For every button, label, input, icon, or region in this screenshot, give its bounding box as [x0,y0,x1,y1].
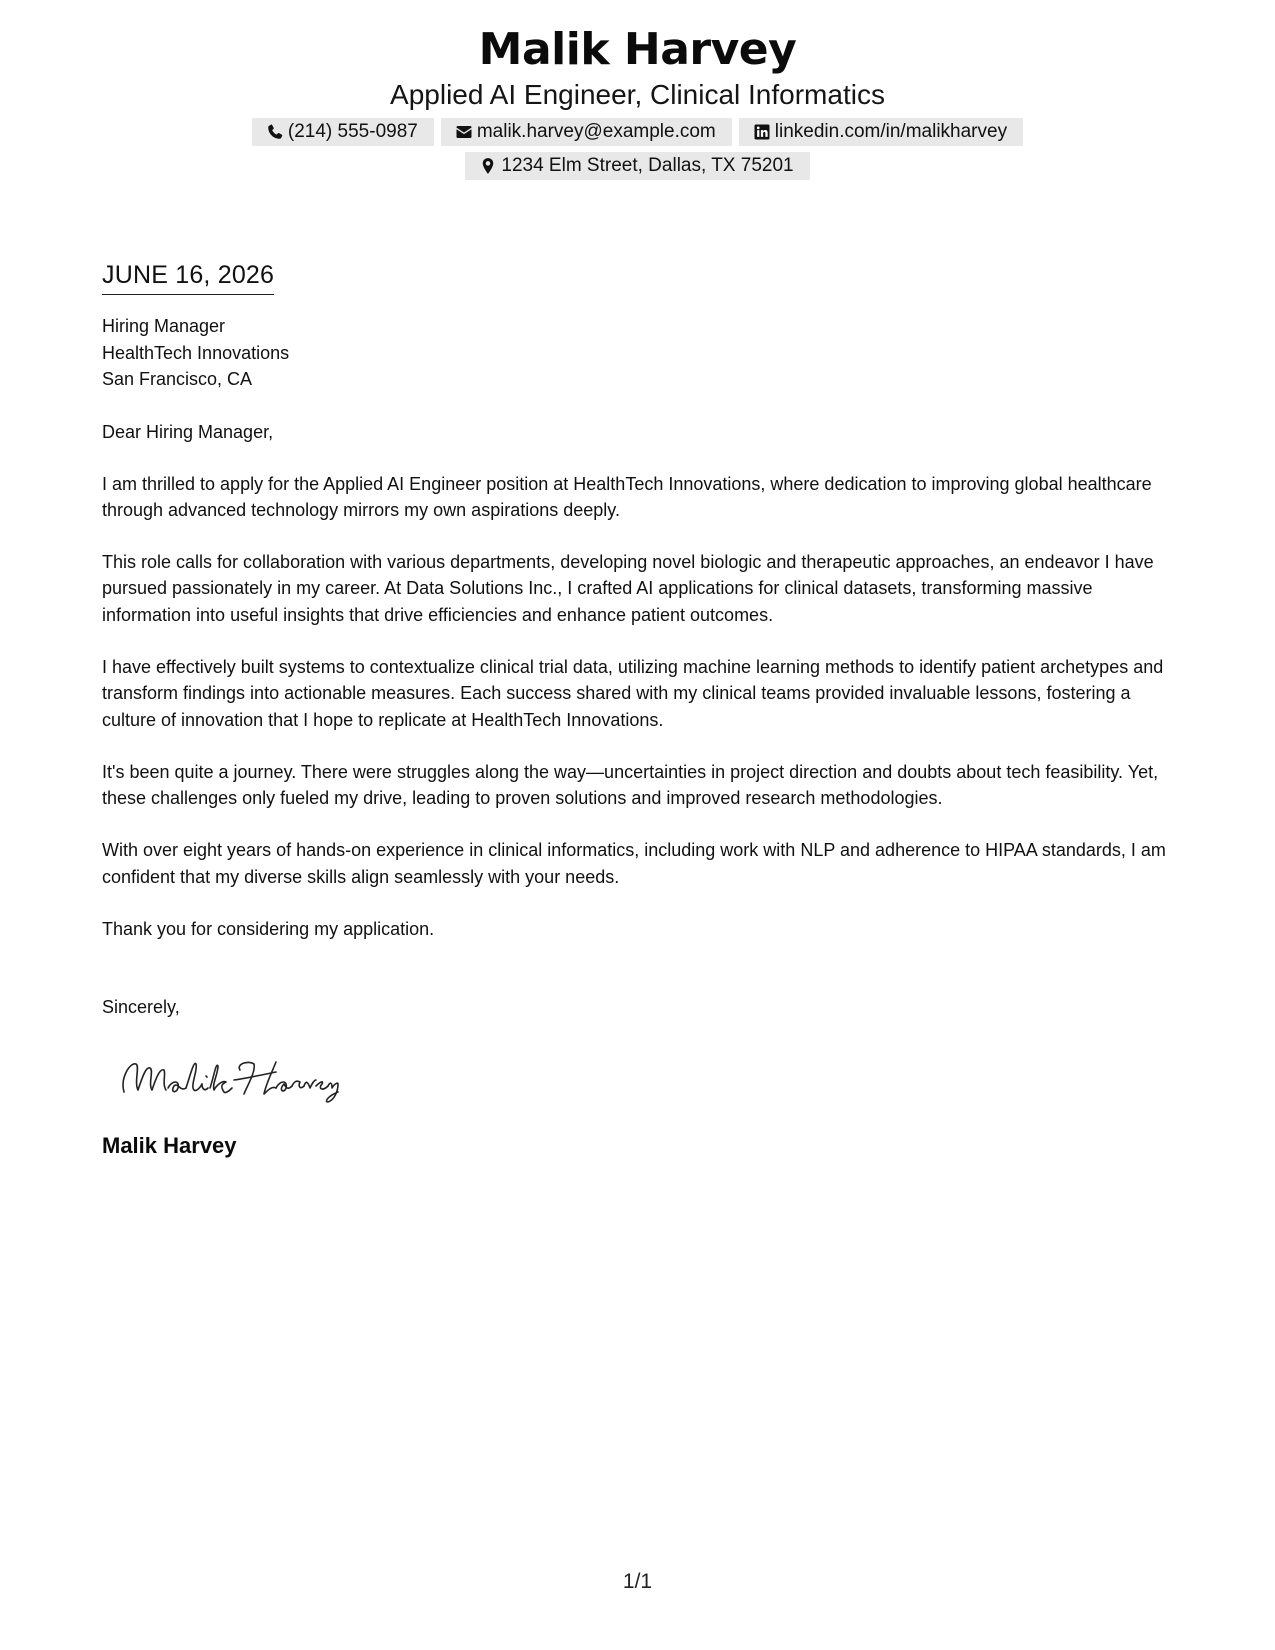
letter-date: JUNE 16, 2026 [102,258,274,295]
phone-icon [266,123,284,141]
contact-linkedin [739,118,1023,146]
contact-email [441,118,732,146]
letter-header [0,22,1275,180]
recipient-company: HealthTech Innovations [102,342,290,363]
paragraph-1: I am thrilled to apply for the Applied AI Engineer position at HealthTech Innovations, where dedication to improving global healthcare through advanced technology mirrors my own aspirations deeply. [102,473,1152,520]
page-number: 1/1 [622,1570,653,1593]
contact-address [465,152,809,180]
linkedin-icon [753,123,771,141]
paragraph-2: This role calls for collaboration with various departments, developing novel biologic and therapeutic approaches, an endeavor I have pursued passionately in my career. At Data Solutions Inc., I crafted AI applications for clinical datasets, transforming massive information into useful insights that drive efficiencies and enhance patient outcomes. [102,552,1154,625]
paragraph-4: It's been quite a journey. There were struggles along the way—uncertainties in project direction and doubts about tech feasibility. Yet, these challenges only fueled my drive, leading to proven solutions and improved research methodologies. [102,761,1159,809]
paragraph-5: With over eight years of hands-on experience in clinical informatics, including work with NLP and adherence to HIPAA standards, I am confident that my diverse skills align seamlessly with your needs. [102,840,1166,887]
handwritten-signature [116,1048,356,1108]
recipient-title: Hiring Manager [102,316,226,336]
closing: Sincerely, [102,997,180,1018]
recipient-location: San Francisco, CA [102,369,253,389]
applicant-name: Malik Harvey [478,24,797,75]
contact-list [248,118,1028,180]
email-text: malik.harvey@example.com [476,121,716,142]
applicant-role: Applied AI Engineer, Clinical Informatics [390,79,885,110]
paragraph-3: I have effectively built systems to contextualize clinical trial data, utilizing machine learning methods to identify patient archetypes and transform findings into actionable measures. Each success shared with my clinical teams provided invaluable lessons, fostering a culture of innovation that I hope to replicate at HealthTech Innovations. [102,656,1164,730]
recipient-block [102,313,1182,393]
letter-body [102,258,1182,1161]
phone-text: (214) 555-0987 [287,121,418,142]
salutation: Dear Hiring Manager, [102,421,274,442]
paragraph-6: Thank you for considering my application. [102,919,435,940]
signer-name: Malik Harvey [102,1133,237,1159]
address-text: 1234 Elm Street, Dallas, TX 75201 [501,155,794,176]
map-marker-icon [479,157,497,175]
linkedin-text: linkedin.com/in/malikharvey [774,121,1008,142]
envelope-icon [455,123,473,141]
contact-phone [252,118,434,146]
